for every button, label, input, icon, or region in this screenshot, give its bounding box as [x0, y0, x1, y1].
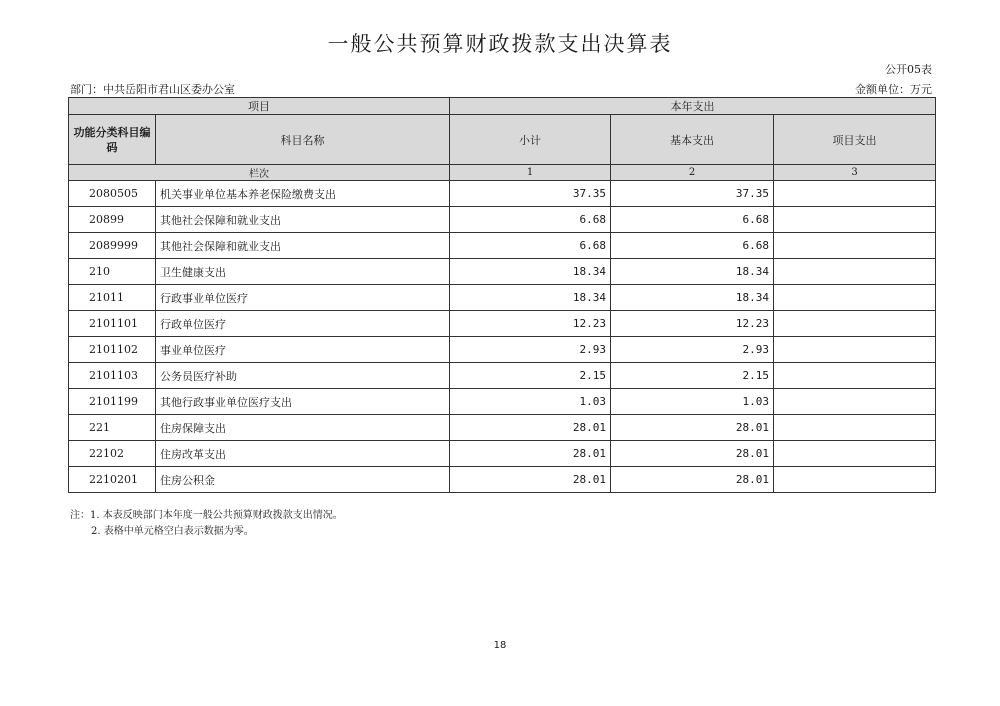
row-project: [774, 467, 936, 493]
row-code: 210: [69, 259, 156, 285]
row-project: [774, 311, 936, 337]
table-row: [69, 415, 936, 441]
row-name: 行政事业单位医疗: [156, 285, 450, 311]
header-subtotal: 小计: [450, 115, 611, 165]
row-name: 其他社会保障和就业支出: [156, 207, 450, 233]
row-subtotal: 2.93: [450, 337, 611, 363]
row-name: 住房改革支出: [156, 441, 450, 467]
row-code: 2089999: [69, 233, 156, 259]
row-code: 2101102: [69, 337, 156, 363]
row-name: 其他社会保障和就业支出: [156, 233, 450, 259]
header-col-1: 1: [450, 165, 611, 181]
footnotes: [70, 508, 343, 540]
header-name: 科目名称: [156, 115, 450, 165]
row-basic: 37.35: [611, 181, 774, 207]
table-row: [69, 181, 936, 207]
row-subtotal: 18.34: [450, 259, 611, 285]
row-code: 22102: [69, 441, 156, 467]
row-code: 2210201: [69, 467, 156, 493]
table-row: [69, 363, 936, 389]
row-project: [774, 259, 936, 285]
row-basic: 2.15: [611, 363, 774, 389]
row-subtotal: 28.01: [450, 467, 611, 493]
footnote-1: 注：1. 本表反映部门本年度一般公共预算财政拨款支出情况。: [70, 510, 343, 521]
row-subtotal: 18.34: [450, 285, 611, 311]
row-name: 其他行政事业单位医疗支出: [156, 389, 450, 415]
row-name: 事业单位医疗: [156, 337, 450, 363]
header-col-3: 3: [774, 165, 936, 181]
row-basic: 1.03: [611, 389, 774, 415]
row-basic: 28.01: [611, 441, 774, 467]
header-col-2: 2: [611, 165, 774, 181]
row-name: 机关事业单位基本养老保险缴费支出: [156, 181, 450, 207]
row-subtotal: 1.03: [450, 389, 611, 415]
department-label: 部门：中共岳阳市君山区委办公室: [70, 83, 235, 96]
row-basic: 18.34: [611, 259, 774, 285]
header-column-label: 栏次: [69, 165, 450, 181]
row-basic: 18.34: [611, 285, 774, 311]
row-subtotal: 6.68: [450, 207, 611, 233]
table-row: [69, 233, 936, 259]
row-subtotal: 12.23: [450, 311, 611, 337]
row-project: [774, 389, 936, 415]
header-basic: 基本支出: [611, 115, 774, 165]
header-code: [69, 115, 156, 165]
row-code: 2101103: [69, 363, 156, 389]
header-project: 项目: [69, 98, 450, 115]
table-row: [69, 337, 936, 363]
table-row: [69, 389, 936, 415]
header-code-text: 功能分类科目编码: [73, 125, 151, 154]
page-number: 18: [493, 640, 507, 651]
row-basic: 28.01: [611, 415, 774, 441]
row-project: [774, 441, 936, 467]
row-code: 2101199: [69, 389, 156, 415]
table-row: [69, 285, 936, 311]
page-title: 一般公共预算财政拨款支出决算表: [327, 32, 673, 56]
row-basic: 6.68: [611, 207, 774, 233]
row-name: 公务员医疗补助: [156, 363, 450, 389]
row-subtotal: 6.68: [450, 233, 611, 259]
row-basic: 2.93: [611, 337, 774, 363]
row-basic: 6.68: [611, 233, 774, 259]
row-subtotal: 28.01: [450, 415, 611, 441]
row-project: [774, 415, 936, 441]
row-code: 21011: [69, 285, 156, 311]
row-basic: 28.01: [611, 467, 774, 493]
row-project: [774, 285, 936, 311]
row-name: 住房公积金: [156, 467, 450, 493]
row-code: 221: [69, 415, 156, 441]
row-code: 2101101: [69, 311, 156, 337]
row-subtotal: 2.15: [450, 363, 611, 389]
header-project-expense: 项目支出: [774, 115, 936, 165]
row-name: 行政单位医疗: [156, 311, 450, 337]
expenditure-table: [68, 97, 936, 493]
row-project: [774, 363, 936, 389]
row-project: [774, 181, 936, 207]
header-this-year: 本年支出: [450, 98, 936, 115]
row-project: [774, 233, 936, 259]
row-subtotal: 28.01: [450, 441, 611, 467]
amount-unit-label: 金额单位：万元: [855, 83, 932, 96]
row-name: 卫生健康支出: [156, 259, 450, 285]
footnote-2: 2. 表格中单元格空白表示数据为零。: [91, 526, 254, 537]
row-code: 2080505: [69, 181, 156, 207]
table-row: [69, 207, 936, 233]
row-project: [774, 337, 936, 363]
table-row: [69, 311, 936, 337]
row-subtotal: 37.35: [450, 181, 611, 207]
row-code: 20899: [69, 207, 156, 233]
table-row: [69, 259, 936, 285]
row-project: [774, 207, 936, 233]
table-row: [69, 441, 936, 467]
form-number: 公开05表: [885, 63, 932, 76]
row-name: 住房保障支出: [156, 415, 450, 441]
table-row: [69, 467, 936, 493]
row-basic: 12.23: [611, 311, 774, 337]
